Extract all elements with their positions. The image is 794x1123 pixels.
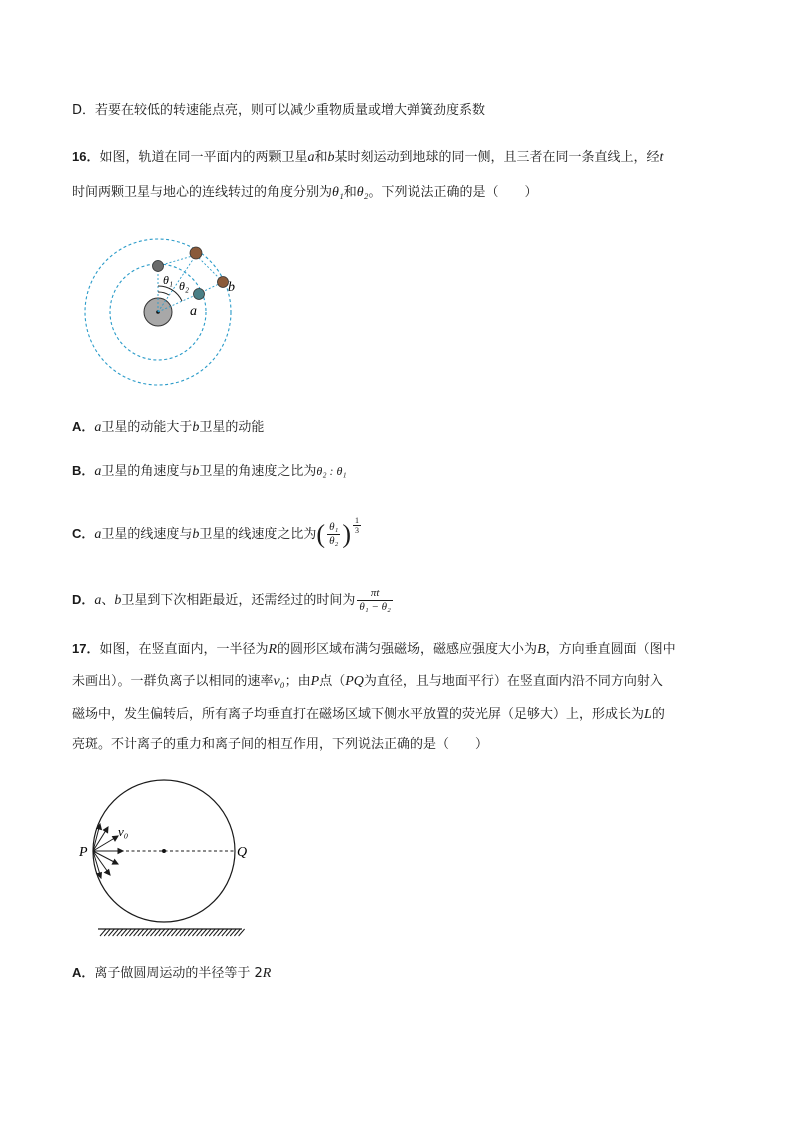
q17-var-B: B xyxy=(537,642,546,657)
screen-hatching xyxy=(100,929,245,936)
theta1-arc xyxy=(158,292,169,295)
q16-b-text2: 卫星的角速度之比为 xyxy=(199,464,317,479)
q16-d-fraction xyxy=(357,587,392,614)
q16-stem-line2 xyxy=(72,184,538,202)
theta1-label: θ₁ xyxy=(163,273,174,287)
q16-and2: 和 xyxy=(343,185,357,200)
q16-stem-text2: 某时刻运动到地球的同一侧，且三者在同一条直线上，经 xyxy=(334,150,660,165)
satellite-a xyxy=(194,289,205,300)
q16-c-text2: 卫星的线速度之比为 xyxy=(199,527,317,542)
satellite-b-later xyxy=(190,247,202,259)
q-label: Q xyxy=(237,845,248,860)
v0-label: v₀ xyxy=(118,824,129,839)
q16-orbit-diagram xyxy=(78,232,248,402)
q16-option-d-label: D． xyxy=(72,592,95,607)
q16-d-den: θ₁ − θ₂ xyxy=(359,601,391,613)
q16-d-num: πt xyxy=(357,587,392,601)
q17-option-a-text: 离子做圆周运动的半径等于 2 xyxy=(94,966,263,981)
q16-var-t: t xyxy=(659,150,664,165)
q17-text-2d: 为直径，且与地面平行）在竖直面内沿不同方向射入 xyxy=(363,674,663,689)
label-b: b xyxy=(228,280,235,295)
q16-c-den: θ₂ xyxy=(329,535,339,547)
q16-number: 16． xyxy=(72,149,100,164)
q16-d-var2: b xyxy=(114,593,122,608)
q16-theta2: θ₂ xyxy=(356,185,369,200)
q17-text-2a: 未画出）。一群负离子以相同的速率 xyxy=(72,674,274,689)
q16-c-exponent xyxy=(353,516,361,535)
circle-center xyxy=(162,849,166,853)
q17-stem-line4 xyxy=(72,736,488,754)
q16-c-lparen: ( xyxy=(316,519,326,549)
q17-text-1b: 的圆形区域布满匀强磁场，磁感应强度大小为 xyxy=(277,642,538,657)
q16-var-b: b xyxy=(327,150,335,165)
q17-var-L: L xyxy=(644,707,652,722)
q16-option-a xyxy=(72,418,264,437)
q17-text-4: 亮斑。不计离子的重力和离子间的相互作用，下列说法正确的是（ ） xyxy=(72,737,489,752)
q16-b-text1: 卫星的角速度与 xyxy=(101,464,193,479)
p-label: P xyxy=(79,845,88,860)
initial-satellite xyxy=(153,261,164,272)
q16-c-var2: b xyxy=(192,527,200,542)
q16-d-var1: a xyxy=(94,593,102,608)
q16-stem-text: 如图，轨道在同一平面内的两颗卫星 xyxy=(99,150,308,165)
q16-and: 和 xyxy=(314,150,328,165)
q17-var-v0: v₀ xyxy=(273,674,285,689)
q17-text-2c: 点（ xyxy=(319,674,346,689)
q17-var-R: R xyxy=(268,642,278,657)
q16-c-rparen: ) xyxy=(342,519,351,549)
q17-option-a-label: A． xyxy=(72,965,95,980)
q16-c-fraction xyxy=(327,521,340,548)
q17-text-1a: 如图，在竖直面内，一半径为 xyxy=(99,642,269,657)
q17-option-a xyxy=(72,964,271,983)
q17-var-PQ: PQ xyxy=(345,674,364,689)
q16-stem-text4: 。下列说法正确的是（ ） xyxy=(368,185,538,200)
q17-text-1c: ，方向垂直圆面（图中 xyxy=(545,642,676,657)
q16-stem-text3: 时间两颗卫星与地心的连线转过的角度分别为 xyxy=(72,185,333,200)
q16-c-exp-num: 1 xyxy=(355,516,359,525)
q16-c-text1: 卫星的线速度与 xyxy=(101,527,193,542)
q17-text-3b: 的 xyxy=(651,707,665,722)
q16-b-var1: a xyxy=(94,464,102,479)
q16-option-b xyxy=(72,462,347,481)
satellite-b xyxy=(218,277,229,288)
q16-theta1: θ₁ xyxy=(332,185,344,200)
q16-option-c-label: C． xyxy=(72,526,95,541)
q16-option-d xyxy=(72,582,395,618)
q16-b-ratio: θ₂ : θ₁ xyxy=(316,464,347,478)
q16-option-c xyxy=(72,512,363,556)
q16-a-var1: a xyxy=(94,420,102,435)
q17-option-a-var-R: R xyxy=(262,966,272,981)
q16-d-text2: 卫星到下次相距最近，还需经过的时间为 xyxy=(121,593,356,608)
q16-stem-line1 xyxy=(72,148,663,167)
q16-c-var1: a xyxy=(94,527,102,542)
q16-a-text2: 卫星的动能 xyxy=(199,420,265,435)
q17-stem-line3 xyxy=(72,706,665,724)
q15-option-d-text: D．若要在较低的转速能点亮，则可以减少重物质量或增大弹簧劲度系数 xyxy=(72,103,486,118)
q15-option-d xyxy=(72,102,485,120)
q16-var-a: a xyxy=(307,150,315,165)
q17-magnetic-field-diagram xyxy=(74,774,264,942)
q16-a-var2: b xyxy=(192,420,200,435)
q17-stem-line2 xyxy=(72,673,663,691)
label-a: a xyxy=(190,304,197,319)
q16-option-a-label: A． xyxy=(72,419,95,434)
q16-c-exp-den: 3 xyxy=(355,526,359,535)
q17-stem-line1 xyxy=(72,640,676,659)
theta2-label: θ₂ xyxy=(179,279,190,293)
q16-b-var2: b xyxy=(192,464,200,479)
q17-text-3a: 磁场中，发生偏转后，所有离子均垂直打在磁场区域下侧水平放置的荧光屏（足够大）上，形成长为 xyxy=(72,707,645,722)
q17-text-2b: ；由 xyxy=(284,674,311,689)
q16-option-b-label: B． xyxy=(72,463,95,478)
q16-c-num: θ₁ xyxy=(329,521,339,533)
q16-a-text1: 卫星的动能大于 xyxy=(101,420,193,435)
q16-d-text1: 、 xyxy=(101,593,115,608)
q17-var-P: P xyxy=(310,674,320,689)
q17-number: 17． xyxy=(72,641,100,656)
